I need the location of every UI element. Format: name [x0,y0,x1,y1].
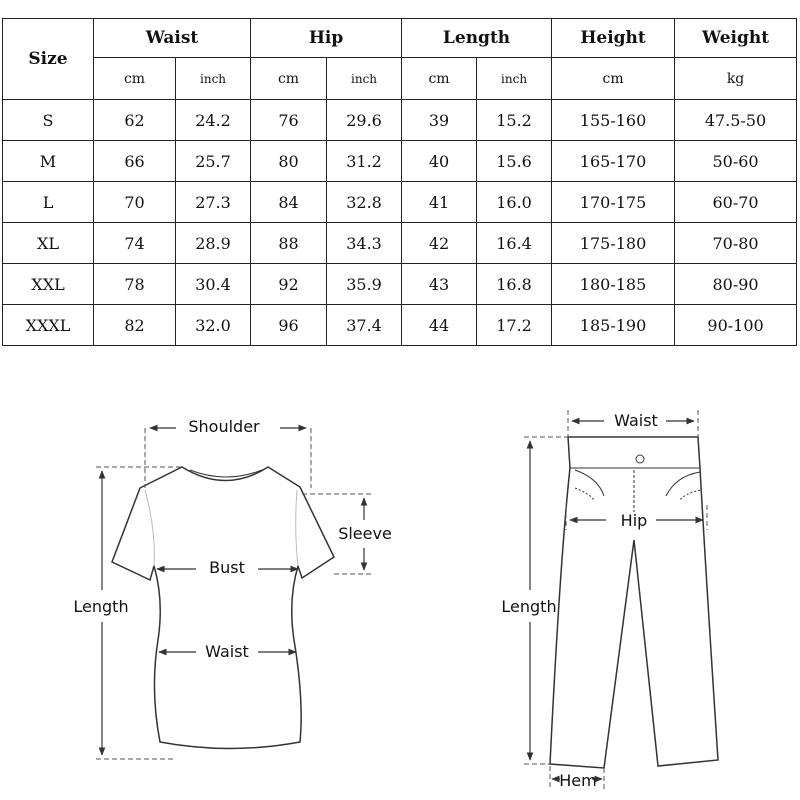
table-cell: 180-185 [552,264,675,305]
table-cell: 70-80 [675,223,797,264]
table-cell: 30.4 [176,264,251,305]
table-cell: 39 [402,100,477,141]
table-cell: 155-160 [552,100,675,141]
table-cell: 80 [251,141,327,182]
table-cell: 165-170 [552,141,675,182]
table-cell: 41 [402,182,477,223]
height-header: Height [552,19,675,58]
sleeve-label: Sleeve [338,524,392,543]
table-cell: 17.2 [477,305,552,346]
length-header: Length [402,19,552,58]
pants-outline [550,437,718,768]
size-cell: XXL [3,264,94,305]
pants-waist-label: Waist [614,411,658,430]
pants-length-label: Length [501,597,557,616]
shirt-waist-label: Waist [205,642,249,661]
length-inch-unit: inch [477,58,552,100]
table-cell: 32.0 [176,305,251,346]
size-cell: M [3,141,94,182]
table-cell: 32.8 [327,182,402,223]
table-cell: 82 [94,305,176,346]
table-cell: 15.6 [477,141,552,182]
size-header: Size [3,19,94,100]
table-cell: 29.6 [327,100,402,141]
table-cell: 25.7 [176,141,251,182]
table-cell: 31.2 [327,141,402,182]
table-cell: 66 [94,141,176,182]
size-cell: L [3,182,94,223]
waist-inch-unit: inch [176,58,251,100]
length-cm-unit: cm [402,58,477,100]
size-cell: S [3,100,94,141]
hip-header: Hip [251,19,402,58]
size-cell: XXXL [3,305,94,346]
table-cell: 80-90 [675,264,797,305]
table-cell: 74 [94,223,176,264]
hip-cm-unit: cm [251,58,327,100]
table-cell: 70 [94,182,176,223]
shoulder-label: Shoulder [188,417,260,436]
tshirt-outline [112,467,334,749]
table-cell: 43 [402,264,477,305]
table-cell: 185-190 [552,305,675,346]
table-cell: 15.2 [477,100,552,141]
table-cell: 34.3 [327,223,402,264]
hip-inch-unit: inch [327,58,402,100]
table-cell: 16.4 [477,223,552,264]
table-cell: 47.5-50 [675,100,797,141]
size-cell: XL [3,223,94,264]
table-cell: 96 [251,305,327,346]
table-cell: 37.4 [327,305,402,346]
weight-header: Weight [675,19,797,58]
table-cell: 35.9 [327,264,402,305]
table-cell: 16.0 [477,182,552,223]
height-cm-unit: cm [552,58,675,100]
table-cell: 24.2 [176,100,251,141]
table-cell: 16.8 [477,264,552,305]
weight-kg-unit: kg [675,58,797,100]
shirt-length-label: Length [73,597,129,616]
hem-label: Hem [559,771,597,790]
table-cell: 84 [251,182,327,223]
table-cell: 44 [402,305,477,346]
bust-label: Bust [209,558,245,577]
table-cell: 60-70 [675,182,797,223]
table-cell: 92 [251,264,327,305]
table-cell: 175-180 [552,223,675,264]
table-cell: 62 [94,100,176,141]
table-cell: 27.3 [176,182,251,223]
table-cell: 28.9 [176,223,251,264]
table-cell: 50-60 [675,141,797,182]
hip-label: Hip [620,511,648,530]
waist-cm-unit: cm [94,58,176,100]
table-cell: 90-100 [675,305,797,346]
table-cell: 88 [251,223,327,264]
table-cell: 76 [251,100,327,141]
table-cell: 42 [402,223,477,264]
table-cell: 170-175 [552,182,675,223]
waist-header: Waist [94,19,251,58]
table-cell: 78 [94,264,176,305]
table-cell: 40 [402,141,477,182]
